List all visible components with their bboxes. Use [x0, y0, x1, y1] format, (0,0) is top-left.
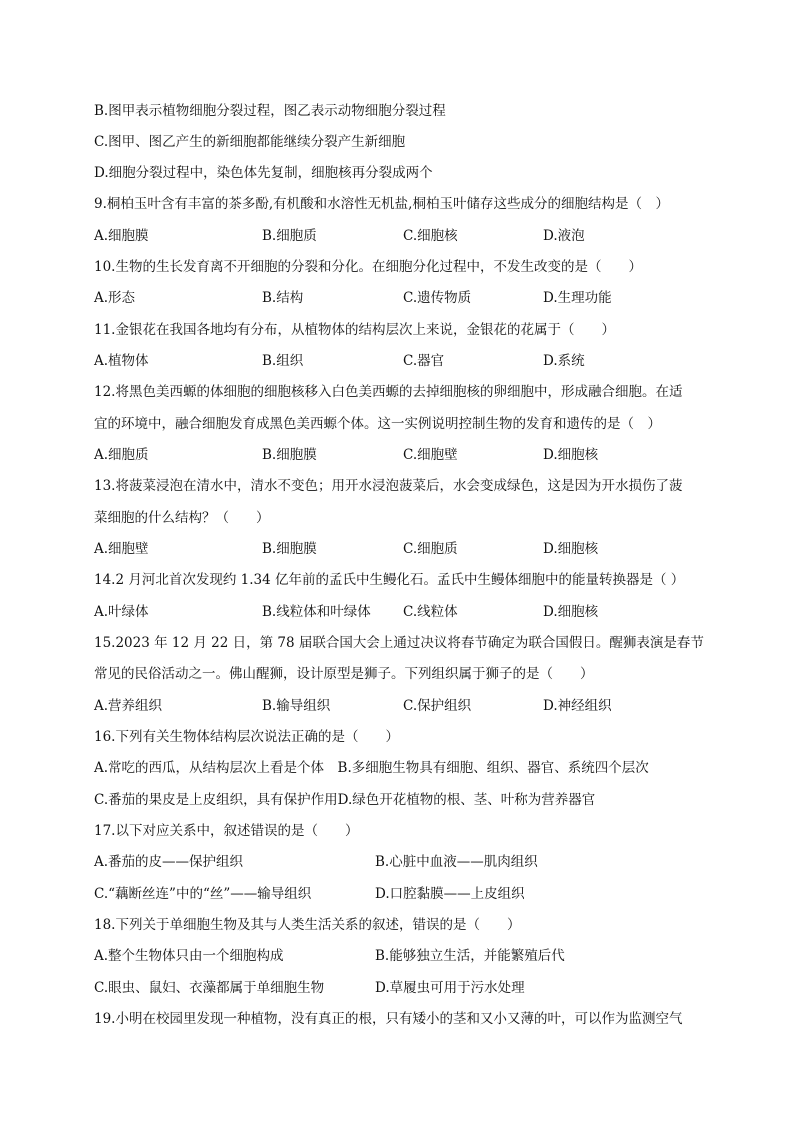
q18-options-row-1: [94, 946, 734, 966]
q11-option-a: A.植物体: [94, 353, 149, 369]
q14-options: [94, 602, 734, 622]
q17-options-row-1: [94, 852, 734, 872]
q8-option-b: B.图甲表示植物细胞分裂过程，图乙表示动物细胞分裂过程: [94, 103, 446, 119]
q15-option-a: A.营养组织: [94, 698, 163, 714]
q17-option-d: D.口腔黏膜——上皮组织: [375, 886, 525, 902]
q11-option-c: C.器官: [403, 353, 445, 369]
q12-option-c: C.细胞壁: [403, 447, 458, 463]
question-9: 9.桐柏玉叶含有丰富的茶多酚,有机酸和水溶性无机盐,桐柏玉叶储存这些成分的细胞结构是（ ）: [94, 196, 669, 212]
question-19: 19.小明在校园里发现一种植物，没有真正的根，只有矮小的茎和又小又薄的叶，可以作为监测空气: [94, 1011, 683, 1027]
q9-options: [94, 226, 734, 246]
q15-option-c: C.保护组织: [403, 698, 472, 714]
q9-option-b: B.细胞质: [262, 228, 317, 244]
q12-option-d: D.细胞核: [543, 447, 599, 463]
q18-option-a: A.整个生物体只由一个细胞构成: [94, 948, 284, 964]
q14-option-d: D.细胞核: [543, 604, 599, 620]
q18-options-row-2: [94, 978, 734, 998]
q10-option-b: B.结构: [262, 290, 304, 306]
question-15-line-1: 15.2023 年 12 月 22 日，第 78 届联合国大会上通过决议将春节确定为联合国假日。醒狮表演是春节: [94, 635, 704, 651]
q13-options: [94, 539, 734, 559]
q11-option-b: B.组织: [262, 353, 304, 369]
q13-option-a: A.细胞壁: [94, 541, 149, 557]
q18-option-b: B.能够独立生活，并能繁殖后代: [375, 948, 565, 964]
question-12-line-2: 宜的环境中，融合细胞发育成黑色美西螈个体。这一实例说明控制生物的发育和遗传的是（ ）: [94, 416, 661, 432]
q17-option-a: A.番茄的皮——保护组织: [94, 854, 244, 870]
q8-option-c: C.图甲、图乙产生的新细胞都能继续分裂产生新细胞: [94, 134, 406, 150]
q8-option-d: D.细胞分裂过程中，染色体先复制，细胞核再分裂成两个: [94, 165, 433, 181]
q16-options-ab: A.常吃的西瓜，从结构层次上看是个体 B.多细胞生物具有细胞、组织、器官、系统四个层次: [94, 760, 649, 776]
q10-option-d: D.生理功能: [543, 290, 612, 306]
q15-option-d: D.神经组织: [543, 698, 612, 714]
question-11: 11.金银花在我国各地均有分布，从植物体的结构层次上来说，金银花的花属于（ ）: [94, 322, 615, 338]
q9-option-a: A.细胞膜: [94, 228, 149, 244]
q14-option-a: A.叶绿体: [94, 604, 149, 620]
question-15-line-2: 常见的民俗活动之一。佛山醒狮，设计原型是狮子。下列组织属于狮子的是（ ）: [94, 666, 594, 682]
q10-options: [94, 288, 734, 308]
question-13-line-2: 菜细胞的什么结构？（ ）: [94, 510, 270, 526]
question-12-line-1: 12.将黑色美西螈的体细胞的细胞核移入白色美西螈的去掉细胞核的卵细胞中，形成融合细胞。在适: [94, 384, 683, 400]
q15-option-b: B.输导组织: [262, 698, 331, 714]
q18-option-c: C.眼虫、鼠妇、衣藻都属于单细胞生物: [94, 980, 325, 996]
q17-option-c: C.“藕断丝连”中的“丝”——输导组织: [94, 886, 312, 902]
q10-option-c: C.遗传物质: [403, 290, 472, 306]
question-18: 18.下列关于单细胞生物及其与人类生活关系的叙述，错误的是（ ）: [94, 917, 521, 933]
q12-options: [94, 445, 734, 465]
q11-option-d: D.系统: [543, 353, 585, 369]
q15-options: [94, 696, 734, 716]
question-14: 14.2 月河北首次发现约 1.34 亿年前的孟氏中生鳗化石。孟氏中生鳗体细胞中的能量转换器是（ ）: [94, 572, 685, 588]
q13-option-c: C.细胞质: [403, 541, 458, 557]
q12-option-b: B.细胞膜: [262, 447, 317, 463]
q14-option-c: C.线粒体: [403, 604, 458, 620]
q13-option-d: D.细胞核: [543, 541, 599, 557]
question-13-line-1: 13.将菠菜浸泡在清水中，清水不变色；用开水浸泡菠菜后，水会变成绿色，这是因为开水损伤了菠: [94, 478, 683, 494]
q13-option-b: B.细胞膜: [262, 541, 317, 557]
q12-option-a: A.细胞质: [94, 447, 149, 463]
q18-option-d: D.草履虫可用于污水处理: [375, 980, 525, 996]
q17-options-row-2: [94, 884, 734, 904]
q10-option-a: A.形态: [94, 290, 136, 306]
q17-option-b: B.心脏中血液——肌肉组织: [375, 854, 538, 870]
q16-options-cd: C.番茄的果皮是上皮组织，具有保护作用D.绿色开花植物的根、茎、叶称为营养器官: [94, 792, 596, 808]
question-17: 17.以下对应关系中，叙述错误的是（ ）: [94, 823, 359, 839]
question-10: 10.生物的生长发育离不开细胞的分裂和分化。在细胞分化过程中，不发生改变的是（ ）: [94, 259, 642, 275]
q9-option-d: D.液泡: [543, 228, 585, 244]
q14-option-b: B.线粒体和叶绿体: [262, 604, 371, 620]
q9-option-c: C.细胞核: [403, 228, 458, 244]
question-16: 16.下列有关生物体结构层次说法正确的是（ ）: [94, 729, 399, 745]
q11-options: [94, 351, 734, 371]
